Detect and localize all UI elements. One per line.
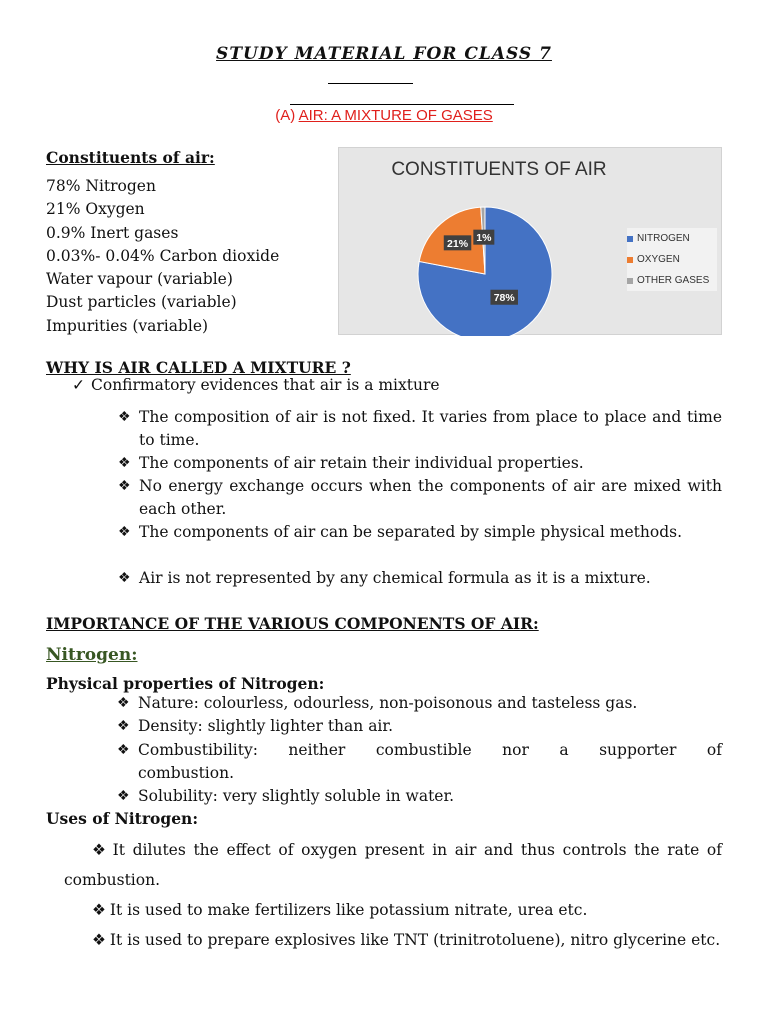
- list-item: 21% Oxygen: [46, 200, 145, 219]
- nitrogen-heading: Nitrogen:: [46, 645, 138, 665]
- subtitle-prefix: (A): [275, 107, 299, 124]
- svg-text:21%: 21%: [447, 237, 469, 250]
- data-label: [490, 290, 518, 305]
- list-item: Dust particles (variable): [46, 293, 237, 312]
- diamond-bullet-icon: ❖: [92, 841, 109, 859]
- check-icon: ✓: [72, 376, 85, 394]
- pie-chart: [338, 147, 722, 335]
- list-item-text: It is used to prepare explosives like TNT (trinitrotoluene), nitro glycerine etc.: [109, 931, 721, 949]
- list-item: [64, 926, 722, 956]
- list-item-text: It dilutes the effect of oxygen present in air and thus controls the rate of combustion.: [64, 841, 722, 889]
- list-item-text: It is used to make fertilizers like potassium nitrate, urea etc.: [109, 901, 588, 919]
- list-item: 78% Nitrogen: [46, 177, 156, 195]
- check-text: Confirmatory evidences that air is a mixture: [91, 376, 440, 394]
- list-item-text: Air is not represented by any chemical formula as it is a mixture.: [139, 569, 651, 587]
- list-item-text: Solubility: very slightly soluble in water.: [138, 787, 455, 805]
- legend-label: OXYGEN: [637, 254, 680, 265]
- physical-properties-heading: Physical properties of Nitrogen:: [46, 674, 325, 693]
- title-rule: [328, 83, 413, 84]
- list-item: [118, 567, 722, 590]
- legend-label: NITROGEN: [637, 233, 690, 244]
- list-item: [117, 785, 722, 808]
- list-item: [64, 896, 722, 926]
- data-label: [444, 235, 472, 250]
- constituents-heading: Constituents of air:: [46, 148, 215, 167]
- diamond-bullet-icon: ❖: [117, 742, 130, 758]
- legend-swatch: [627, 278, 633, 284]
- why-heading: WHY IS AIR CALLED A MIXTURE ?: [46, 358, 351, 377]
- list-item: [117, 715, 722, 738]
- list-item: [64, 836, 722, 895]
- chart-title: CONSTITUENTS OF AIR: [391, 159, 607, 180]
- diamond-bullet-icon: ❖: [118, 478, 131, 494]
- list-item-text: Combustibility: neither combustible nor a supporter of combustion.: [138, 741, 722, 783]
- section-subtitle: [0, 107, 768, 124]
- list-item: [118, 521, 722, 544]
- list-item: 0.9% Inert gases: [46, 223, 179, 242]
- list-item: Water vapour (variable): [46, 270, 233, 289]
- list-item: [118, 406, 722, 453]
- page-title: STUDY MATERIAL FOR CLASS 7: [216, 44, 552, 64]
- chart-legend: [627, 228, 717, 291]
- diamond-bullet-icon: ❖: [117, 788, 130, 804]
- data-label: [473, 230, 494, 245]
- constituents-list: [46, 175, 279, 338]
- diamond-bullet-icon: ❖: [118, 524, 131, 540]
- list-item-text: The composition of air is not fixed. It varies from place to place and time to time.: [139, 408, 722, 450]
- list-item-text: Nature: colourless, odourless, non-poisonous and tasteless gas.: [138, 694, 638, 712]
- check-line: [72, 376, 440, 394]
- legend-swatch: [627, 236, 633, 242]
- list-item: 0.03%- 0.04% Carbon dioxide: [46, 246, 280, 265]
- svg-text:78%: 78%: [493, 292, 515, 305]
- diamond-bullet-icon: ❖: [92, 931, 106, 949]
- legend-item: [627, 270, 717, 291]
- list-item: Impurities (variable): [46, 316, 209, 335]
- legend-item: [627, 249, 717, 270]
- importance-heading: IMPORTANCE OF THE VARIOUS COMPONENTS OF AIR:: [46, 614, 539, 633]
- legend-label: OTHER GASES: [637, 275, 710, 286]
- list-item: [118, 475, 722, 522]
- list-item: [118, 452, 722, 475]
- legend-swatch: [627, 257, 633, 263]
- legend-item: [627, 228, 717, 249]
- list-item-text: The components of air retain their individual properties.: [139, 454, 584, 472]
- svg-text:1%: 1%: [476, 232, 492, 245]
- diamond-bullet-icon: ❖: [118, 570, 131, 586]
- diamond-bullet-icon: ❖: [117, 695, 130, 711]
- diamond-bullet-icon: ❖: [117, 718, 130, 734]
- list-item-text: Density: slightly lighter than air.: [138, 717, 394, 735]
- diamond-bullet-icon: ❖: [118, 409, 131, 425]
- subtitle-text: AIR: A MIXTURE OF GASES: [298, 107, 493, 124]
- diamond-bullet-icon: ❖: [92, 901, 106, 919]
- diamond-bullet-icon: ❖: [118, 455, 131, 471]
- list-item: [117, 739, 722, 786]
- subtitle-rule: [290, 104, 514, 105]
- list-item: [117, 692, 722, 715]
- list-item-text: The components of air can be separated by simple physical methods.: [139, 523, 682, 541]
- uses-heading: Uses of Nitrogen:: [46, 809, 199, 828]
- list-item-text: No energy exchange occurs when the components of air are mixed with each other.: [139, 477, 722, 519]
